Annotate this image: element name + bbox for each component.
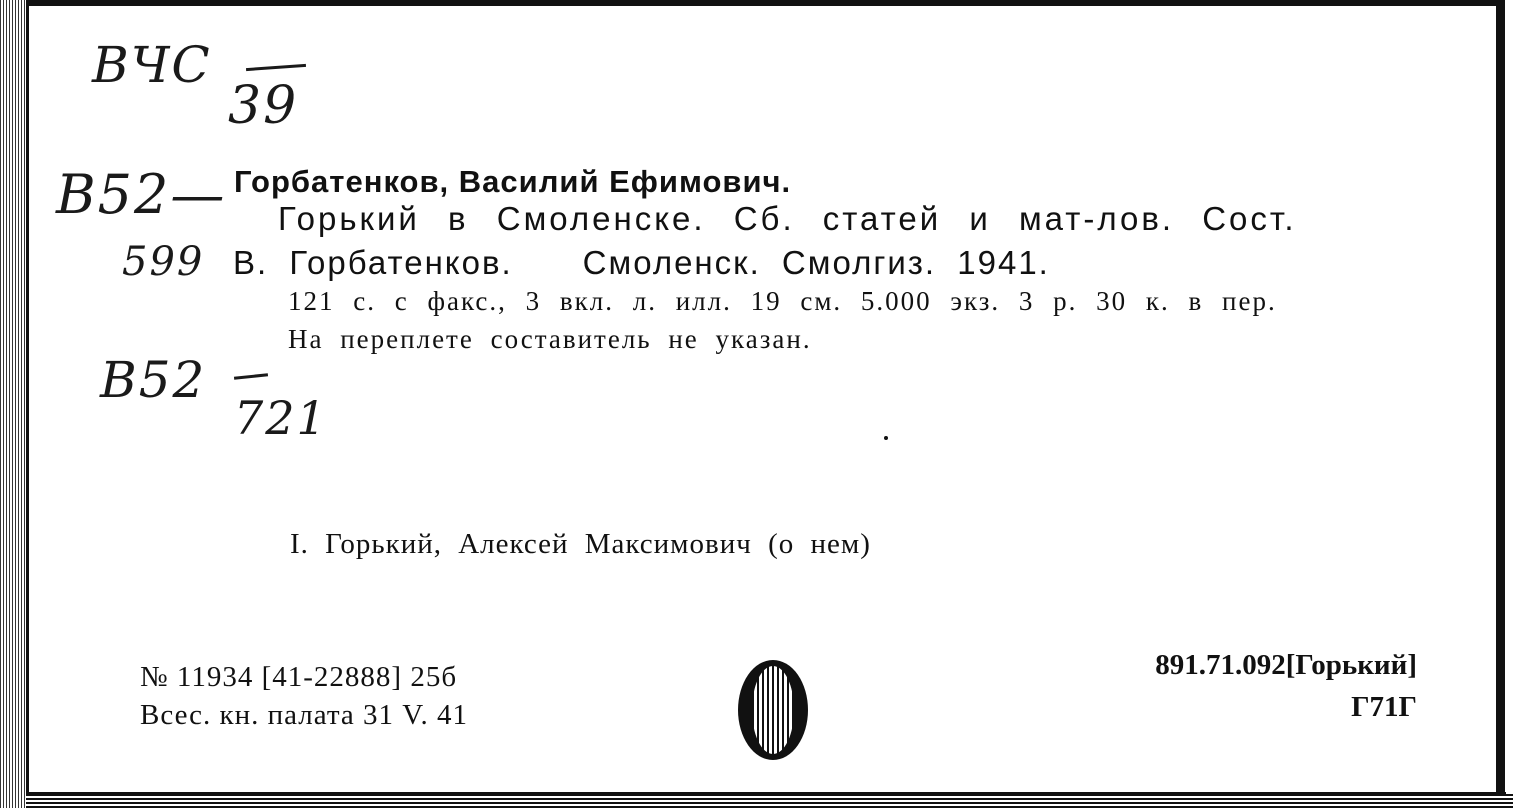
card-left-border bbox=[26, 0, 29, 808]
title-line-2-compiler: В. Горбатенков. bbox=[233, 244, 513, 281]
author-heading: Горбатенков, Василий Ефимович. bbox=[234, 164, 792, 199]
title-line-2 bbox=[233, 244, 1050, 282]
scan-left-edge bbox=[0, 0, 26, 808]
collation-line-1: 121 с. с факс., 3 вкл. л. илл. 19 см. 5.000 экз. 3 р. 30 к. в пер. bbox=[288, 286, 1277, 316]
handwritten-shelf-number: 39 bbox=[228, 76, 299, 136]
title-line-1: Горький в Смоленске. Сб. статей и мат-лов. Сост. bbox=[278, 200, 1297, 237]
handwritten-fraction-bar-2 bbox=[234, 373, 268, 380]
book-chamber-line: Всес. кн. палата 31 V. 41 bbox=[140, 699, 468, 731]
handwritten-shelf-prefix: ВЧС bbox=[92, 36, 212, 94]
scan-bottom-edge bbox=[26, 794, 1513, 808]
handwritten-mark-b52-first: В52— bbox=[56, 163, 227, 226]
handwritten-fraction-bar bbox=[246, 64, 306, 71]
classification-index: 891.71.092[Горький] bbox=[1155, 649, 1417, 681]
card-right-border bbox=[1496, 0, 1505, 808]
subject-heading: I. Горький, Алексей Максимович (о нем) bbox=[290, 528, 871, 560]
footer-left-block bbox=[140, 658, 468, 734]
author-mark: Г71Г bbox=[1351, 691, 1417, 723]
handwritten-mark-721: 721 bbox=[234, 391, 328, 445]
footer-right-block bbox=[1155, 644, 1417, 728]
handwritten-mark-599: 599 bbox=[122, 239, 205, 285]
collation-line-2: На переплете составитель не указан. bbox=[288, 324, 812, 354]
title-line-2-imprint: Смоленск. Смолгиз. 1941. bbox=[582, 244, 1050, 281]
card-punch-hole bbox=[738, 660, 808, 760]
card-top-border bbox=[26, 0, 1496, 6]
record-number: № 11934 [41-22888] 25б bbox=[140, 661, 458, 693]
stray-dot bbox=[884, 436, 888, 440]
handwritten-mark-b52-second: В52 bbox=[100, 351, 207, 409]
